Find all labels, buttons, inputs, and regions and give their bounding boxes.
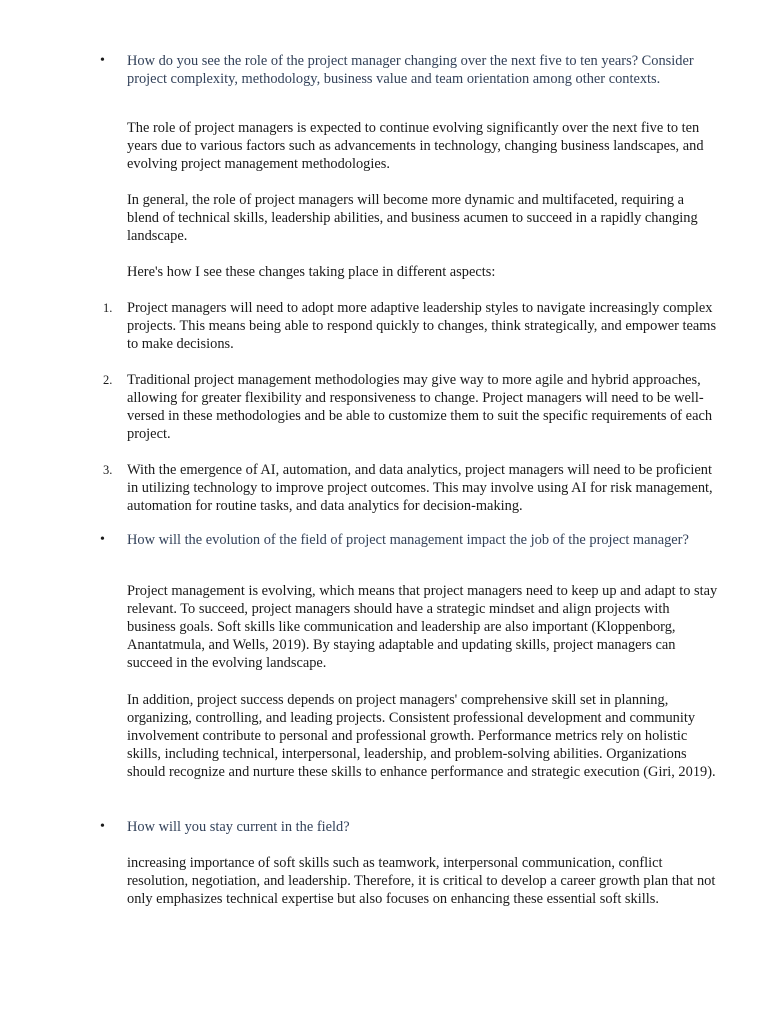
paragraph: In addition, project success depends on project managers' comprehensive skill set in planning, organizing, controlling, and leading projects. Consistent professional development and community involvement contribute to personal and professional growth. Performance metrics rely on holistic skills, including technical, interpersonal, leadership, and problem-solving abilities. Organizations should recognize and nurture these skills to enhance performance and strategic execution (Giri, 2019). <box>127 692 716 780</box>
paragraph: Project management is evolving, which means that project managers need to keep up and adapt to stay relevant. To succeed, project managers should have a strategic mindset and align projects with business goals. Soft skills like communication and leadership are also important (Kloppenborg, Anantatmula, and Wells, 2019). By staying adaptable and updating skills, project managers can succeed in the evolving landscape. <box>127 583 718 671</box>
bullet-marker: • <box>100 819 105 834</box>
question-1: How do you see the role of the project manager changing over the next five to ten years? Consider project complexity, methodology, business value and team orientation among other contexts. <box>127 53 694 87</box>
question-2: How will the evolution of the field of project management impact the job of the project manager? <box>127 532 689 548</box>
list-number: 1. <box>103 301 113 315</box>
list-item: Traditional project management methodologies may give way to more agile and hybrid approaches, allowing for greater flexibility and responsiveness to change. Project managers will need to be well-versed in these methodologies and be able to customize them to suit the specific requirements of each project. <box>127 372 713 442</box>
list-number: 3. <box>103 463 113 477</box>
list-number: 2. <box>103 373 113 387</box>
bullet-marker: • <box>100 532 105 547</box>
bullet-marker: • <box>100 53 105 68</box>
paragraph: The role of project managers is expected to continue evolving significantly over the next five to ten years due to various factors such as advancements in technology, changing business landscapes, and evolving project management methodologies. <box>127 120 704 172</box>
list-item: Project managers will need to adopt more adaptive leadership styles to navigate increasingly complex projects. This means being able to respond quickly to changes, think strategically, and empower teams to make decisions. <box>127 300 717 352</box>
question-3: How will you stay current in the field? <box>127 819 350 835</box>
paragraph: In general, the role of project managers will become more dynamic and multifaceted, requiring a blend of technical skills, leadership abilities, and business acumen to succeed in a rapidly changing landscape. <box>127 192 698 244</box>
paragraph: Here's how I see these changes taking place in different aspects: <box>127 264 496 280</box>
paragraph: increasing importance of soft skills such as teamwork, interpersonal communication, conflict resolution, negotiation, and leadership. Therefore, it is critical to develop a career growth plan that not only emphasizes technical expertise but also focuses on enhancing these essential soft skills. <box>127 855 716 907</box>
list-item: With the emergence of AI, automation, and data analytics, project managers will need to be proficient in utilizing technology to improve project outcomes. This may involve using AI for risk management, automation for routine tasks, and data analytics for decision-making. <box>127 462 713 514</box>
